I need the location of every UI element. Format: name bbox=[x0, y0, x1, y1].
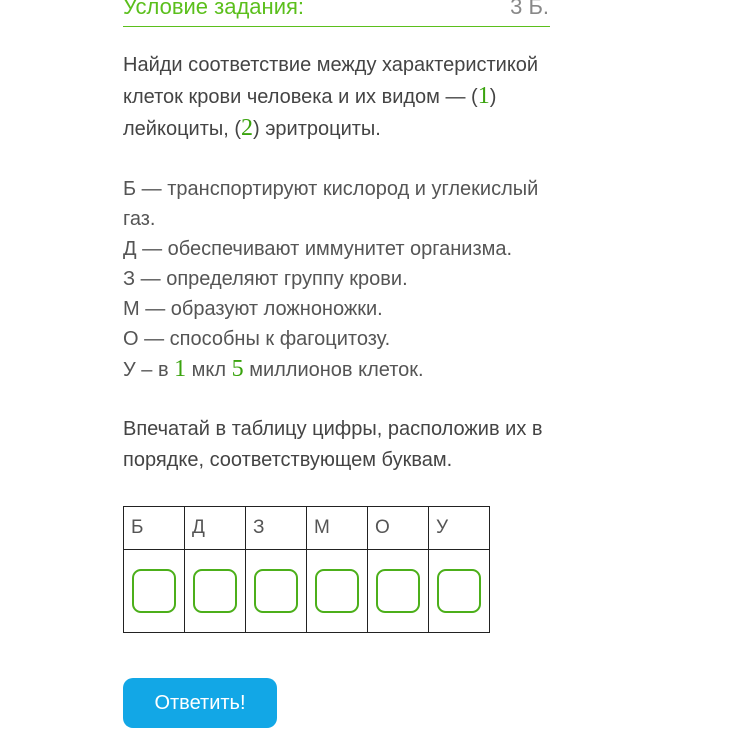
table-input-cell bbox=[307, 550, 368, 633]
answer-input[interactable] bbox=[437, 569, 481, 613]
list-item-part: мкл bbox=[186, 359, 232, 381]
task-points: 3 Б. bbox=[510, 0, 549, 19]
characteristics-list bbox=[123, 174, 563, 385]
list-item-part: У – в bbox=[123, 359, 175, 381]
header-letter: З bbox=[253, 517, 265, 538]
table-header-cell bbox=[124, 507, 185, 550]
task-title: Условие задания: bbox=[123, 0, 305, 19]
task-header bbox=[123, 0, 550, 27]
list-item: Б — транспортируют кислород и углекислый газ. bbox=[123, 178, 539, 230]
question-part: Найди соответствие между характеристикой клеток крови человека и их видом — ( bbox=[123, 54, 539, 108]
header-letter: У bbox=[436, 517, 449, 538]
number-label: 2 bbox=[241, 115, 253, 141]
answer-table bbox=[123, 506, 490, 633]
answer-input[interactable] bbox=[376, 569, 420, 613]
answer-input[interactable] bbox=[193, 569, 237, 613]
table-input-cell bbox=[368, 550, 429, 633]
table-header-cell bbox=[429, 507, 490, 550]
header-letter: М bbox=[314, 517, 330, 538]
table-input-row bbox=[124, 550, 490, 633]
table-input-cell bbox=[429, 550, 490, 633]
answer-input[interactable] bbox=[254, 569, 298, 613]
table-input-cell bbox=[185, 550, 246, 633]
table-header-cell bbox=[246, 507, 307, 550]
number-label: 5 bbox=[231, 356, 244, 382]
list-item: М — образуют ложноножки. bbox=[123, 298, 383, 320]
number-label: 1 bbox=[174, 356, 187, 382]
table-header-cell bbox=[185, 507, 246, 550]
number-label: 1 bbox=[477, 83, 490, 109]
list-item-part: миллионов клеток. bbox=[243, 359, 424, 381]
header-letter: Б bbox=[131, 517, 144, 538]
table-input-cell bbox=[124, 550, 185, 633]
question-text bbox=[123, 50, 563, 145]
table-header-row bbox=[124, 507, 490, 550]
answer-input[interactable] bbox=[132, 569, 176, 613]
list-item bbox=[123, 354, 563, 385]
list-item: Д — обеспечивают иммунитет организма. bbox=[123, 238, 513, 260]
header-letter: Д bbox=[192, 517, 205, 538]
question-part: ) эритроциты. bbox=[253, 118, 381, 140]
answer-input[interactable] bbox=[315, 569, 359, 613]
list-item: З — определяют группу крови. bbox=[123, 268, 408, 290]
instruction-text: Впечатай в таблицу цифры, расположив их в порядке, соответствующем буквам. bbox=[123, 418, 543, 471]
list-item: О — способны к фагоцитозу. bbox=[123, 328, 391, 350]
table-header-cell bbox=[307, 507, 368, 550]
submit-button[interactable]: Ответить! bbox=[123, 678, 277, 728]
header-letter: О bbox=[375, 517, 390, 538]
table-input-cell bbox=[246, 550, 307, 633]
table-header-cell bbox=[368, 507, 429, 550]
question-part: ) лейкоциты, ( bbox=[123, 86, 497, 140]
